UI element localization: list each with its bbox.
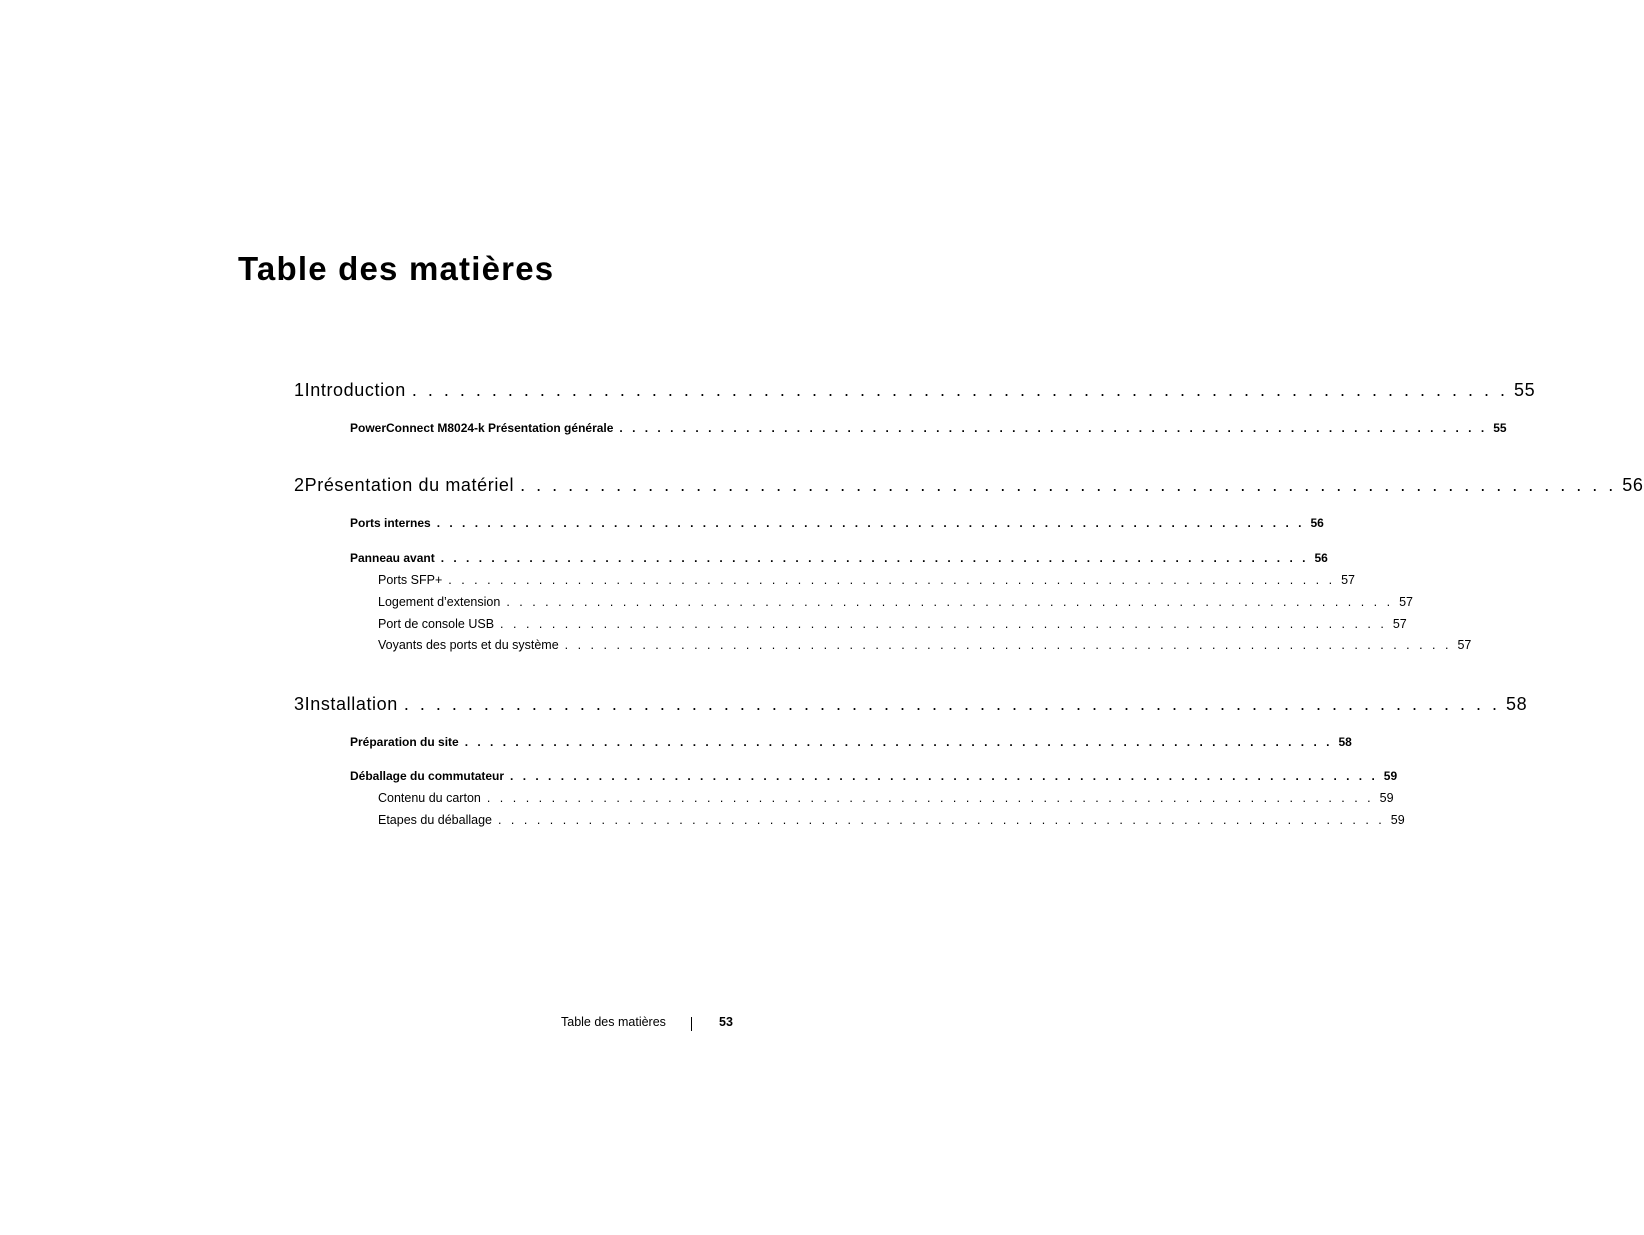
section-title: Préparation du site [350, 735, 459, 749]
page-number: 58 [1338, 735, 1352, 749]
subsection-title: Etapes du déballage [378, 813, 492, 827]
footer-page-number: 53 [719, 1015, 733, 1029]
dot-leader: . . . . . . . . . . . . . . . . . . . . . . . . . . . . . . . . . . . . . . . . . . . . . . . . . . . . . . . . . . . . . . . . . . . . . [486, 791, 1374, 805]
page-number: 58 [1506, 694, 1528, 714]
section-title: Ports internes [350, 516, 431, 530]
dot-leader: . . . . . . . . . . . . . . . . . . . . . . . . . . . . . . . . . . . . . . . . . . . . . . . . . . . . . . . . . . . . . . . . . . . . . [464, 735, 1333, 749]
page-number: 56 [1622, 475, 1644, 495]
page-number: 57 [1392, 617, 1407, 631]
chapter-number: 3 [294, 694, 305, 714]
chapter-title: Introduction [304, 380, 406, 400]
subsection-title: Voyants des ports et du système [378, 638, 559, 652]
dot-leader: . . . . . . . . . . . . . . . . . . . . . . . . . . . . . . . . . . . . . . . . . . . . . . . . . . . . . . . . . . . . . . . . . . . . . [506, 595, 1394, 609]
dot-leader: . . . . . . . . . . . . . . . . . . . . . . . . . . . . . . . . . . . . . . . . . . . . . . . . . . . . . . . . . . . . . . . . . . . . . [448, 573, 1336, 587]
toc-subsection[interactable] [378, 617, 1407, 631]
page-number: 55 [1514, 380, 1536, 400]
section-title: Déballage du commutateur [350, 769, 505, 783]
footer-label: Table des matières [561, 1015, 666, 1029]
toc-subsection[interactable] [378, 638, 1472, 652]
subsection-title: Ports SFP+ [378, 573, 443, 587]
section-title: PowerConnect M8024-k Présentation générale [350, 421, 614, 435]
dot-leader: . . . . . . . . . . . . . . . . . . . . . . . . . . . . . . . . . . . . . . . . . . . . . . . . . . . . . . . . . . . . . . . . . . . . . [619, 421, 1488, 435]
toc-section[interactable] [350, 516, 1324, 530]
footer-divider [691, 1017, 692, 1031]
dot-leader: . . . . . . . . . . . . . . . . . . . . . . . . . . . . . . . . . . . . . . . . . . . . . . . . . . . . . . . . . . . . . . . . . . . . . [500, 617, 1387, 631]
dot-leader: . . . . . . . . . . . . . . . . . . . . . . . . . . . . . . . . . . . . . . . . . . . . . . . . . . . . . . . . . . . . . . . . . . . . . [436, 516, 1305, 530]
toc-subsection[interactable] [378, 573, 1355, 587]
toc-subsection[interactable] [378, 791, 1394, 805]
subsection-title: Logement d’extension [378, 595, 501, 609]
chapter-number: 2 [294, 475, 305, 495]
toc-subsection[interactable] [378, 595, 1414, 609]
chapter-number: 1 [294, 380, 305, 400]
page-number: 57 [1399, 595, 1414, 609]
chapter-title: Installation [304, 694, 398, 714]
page-number: 59 [1383, 769, 1398, 783]
toc-chapter[interactable] [294, 475, 1644, 496]
page-number: 59 [1390, 813, 1405, 827]
dot-leader: . . . . . . . . . . . . . . . . . . . . . . . . . . . . . . . . . . . . . . . . . . . . . . . . . . . . . . . . . . . . . . . . . . . . . [497, 813, 1385, 827]
toc-section[interactable] [350, 551, 1328, 565]
page-footer [561, 1015, 733, 1029]
toc-section[interactable] [350, 735, 1352, 749]
page-number: 55 [1493, 421, 1507, 435]
dot-leader: . . . . . . . . . . . . . . . . . . . . . . . . . . . . . . . . . . . . . . . . . . . . . . . . . . . . . . . . . . . . . . . . . . . . . [520, 475, 1617, 495]
subsection-title: Port de console USB [378, 617, 495, 631]
dot-leader: . . . . . . . . . . . . . . . . . . . . . . . . . . . . . . . . . . . . . . . . . . . . . . . . . . . . . . . . . . . . . . . . . . . . . [403, 694, 1501, 714]
dot-leader: . . . . . . . . . . . . . . . . . . . . . . . . . . . . . . . . . . . . . . . . . . . . . . . . . . . . . . . . . . . . . . . . . . . . . [564, 638, 1452, 652]
page-number: 57 [1457, 638, 1472, 652]
toc-section[interactable] [350, 769, 1398, 783]
page-title: Table des matières [238, 250, 555, 287]
page-number: 56 [1310, 516, 1324, 530]
toc-subsection[interactable] [378, 813, 1405, 827]
toc-section[interactable] [350, 421, 1507, 435]
chapter-title: Présentation du matériel [304, 475, 515, 495]
toc-chapter[interactable] [294, 694, 1528, 715]
page-number: 59 [1379, 791, 1394, 805]
subsection-title: Contenu du carton [378, 791, 481, 805]
dot-leader: . . . . . . . . . . . . . . . . . . . . . . . . . . . . . . . . . . . . . . . . . . . . . . . . . . . . . . . . . . . . . . . . . . . . . [411, 380, 1509, 400]
page-number: 57 [1341, 573, 1355, 587]
dot-leader: . . . . . . . . . . . . . . . . . . . . . . . . . . . . . . . . . . . . . . . . . . . . . . . . . . . . . . . . . . . . . . . . . . . . . [510, 769, 1378, 783]
dot-leader: . . . . . . . . . . . . . . . . . . . . . . . . . . . . . . . . . . . . . . . . . . . . . . . . . . . . . . . . . . . . . . . . . . . . . [440, 551, 1309, 565]
page-number: 56 [1314, 551, 1328, 565]
section-title: Panneau avant [350, 551, 435, 565]
toc-chapter[interactable] [294, 380, 1536, 401]
